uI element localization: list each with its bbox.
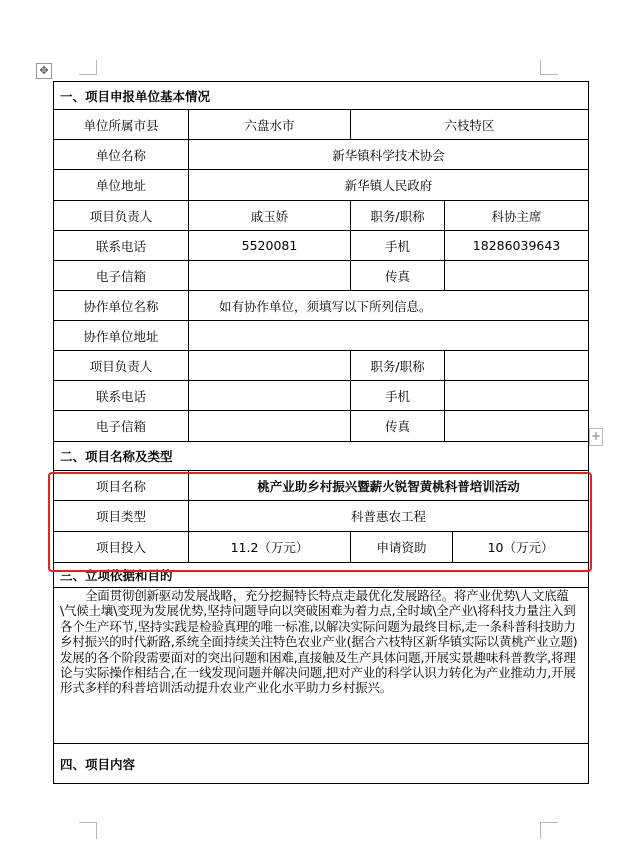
coop-address-label: 协作单位地址 (54, 321, 189, 351)
city-value[interactable]: 六盘水市 (189, 110, 351, 140)
crop-mark-top-right (540, 60, 558, 75)
crop-mark-bottom-right (540, 822, 558, 839)
section-3-body[interactable]: 全面贯彻创新驱动发展战略，充分挖掘特长特点走最优化发展路径。将产业优势\人文底蕴\气候土壤\变现为发展优势,坚持问题导向以突破困难为着力点,全时域\全产业\将科技力量注入到各个生产环节,坚持实践是检验真理的唯一标准,以解决实际问题为最终目标,走一条科普科技助力乡村振兴的时代新路,系统全面持续关注特色农业产业(据合六枝特区新华镇实际以黄桃产业立题)发展的各个阶段需要面对的突出问题和困难,直接触及生产具体问题,开展实景趣味科普教学,将理论与实际操作相结合,在一线发现问题并解决问题,把对产业的科学认识力转化为产业推动力,开展形式多样的科普培训活动提升农业产业化水平助力乡村振兴。 (54, 588, 589, 744)
unit-name-label: 单位名称 (54, 140, 189, 170)
funding-label: 申请资助 (351, 532, 453, 563)
fax-value[interactable] (445, 261, 589, 291)
mobile-value[interactable]: 18286039643 (445, 231, 589, 261)
unit-name-value[interactable]: 新华镇科学技术协会 (189, 140, 589, 170)
section-3-title: 三、立项依据和目的 (54, 563, 589, 588)
post-value[interactable]: 科协主席 (445, 201, 589, 231)
coop-post-label: 职务/职称 (351, 351, 445, 381)
project-invest-label: 项目投入 (54, 532, 189, 563)
section-4-title: 四、项目内容 (54, 744, 589, 784)
coop-name-note[interactable]: 如有协作单位，须填写以下所列信息。 (189, 291, 589, 321)
county-value[interactable]: 六枝特区 (351, 110, 589, 140)
coop-email-label: 电子信箱 (54, 411, 189, 442)
coop-name-label: 协作单位名称 (54, 291, 189, 321)
email-value[interactable] (189, 261, 351, 291)
funding-value[interactable]: 10（万元） (453, 532, 589, 563)
coop-email-value[interactable] (189, 411, 351, 442)
city-label: 单位所属市县 (54, 110, 189, 140)
phone-label: 联系电话 (54, 231, 189, 261)
application-form-table (53, 81, 589, 784)
coop-fax-value[interactable] (445, 411, 589, 442)
coop-phone-value[interactable] (189, 381, 351, 411)
coop-fax-label: 传真 (351, 411, 445, 442)
coop-post-value[interactable] (445, 351, 589, 381)
coop-address-value[interactable] (189, 321, 589, 351)
email-label: 电子信箱 (54, 261, 189, 291)
coop-mobile-value[interactable] (445, 381, 589, 411)
mobile-label: 手机 (351, 231, 445, 261)
section-2-title: 二、项目名称及类型 (54, 442, 589, 471)
phone-value[interactable]: 5520081 (189, 231, 351, 261)
section-1-title: 一、项目申报单位基本情况 (54, 82, 589, 110)
project-name-label: 项目名称 (54, 471, 189, 501)
post-label: 职务/职称 (351, 201, 445, 231)
unit-address-value[interactable]: 新华镇人民政府 (189, 170, 589, 201)
coop-leader-label: 项目负责人 (54, 351, 189, 381)
crop-mark-top-left (79, 60, 97, 75)
project-name-value[interactable]: 桃产业助乡村振兴暨薪火锐智黄桃科普培训活动 (189, 471, 589, 501)
project-type-label: 项目类型 (54, 501, 189, 532)
leader-value[interactable]: 戚玉娇 (189, 201, 351, 231)
project-type-value[interactable]: 科普惠农工程 (189, 501, 589, 532)
crop-mark-bottom-left (79, 822, 97, 839)
leader-label: 项目负责人 (54, 201, 189, 231)
table-move-handle-icon[interactable]: ✥ (36, 63, 52, 79)
coop-leader-value[interactable] (189, 351, 351, 381)
unit-address-label: 单位地址 (54, 170, 189, 201)
coop-mobile-label: 手机 (351, 381, 445, 411)
add-row-icon[interactable]: + (589, 428, 603, 446)
project-invest-value[interactable]: 11.2（万元） (189, 532, 351, 563)
coop-phone-label: 联系电话 (54, 381, 189, 411)
fax-label: 传真 (351, 261, 445, 291)
